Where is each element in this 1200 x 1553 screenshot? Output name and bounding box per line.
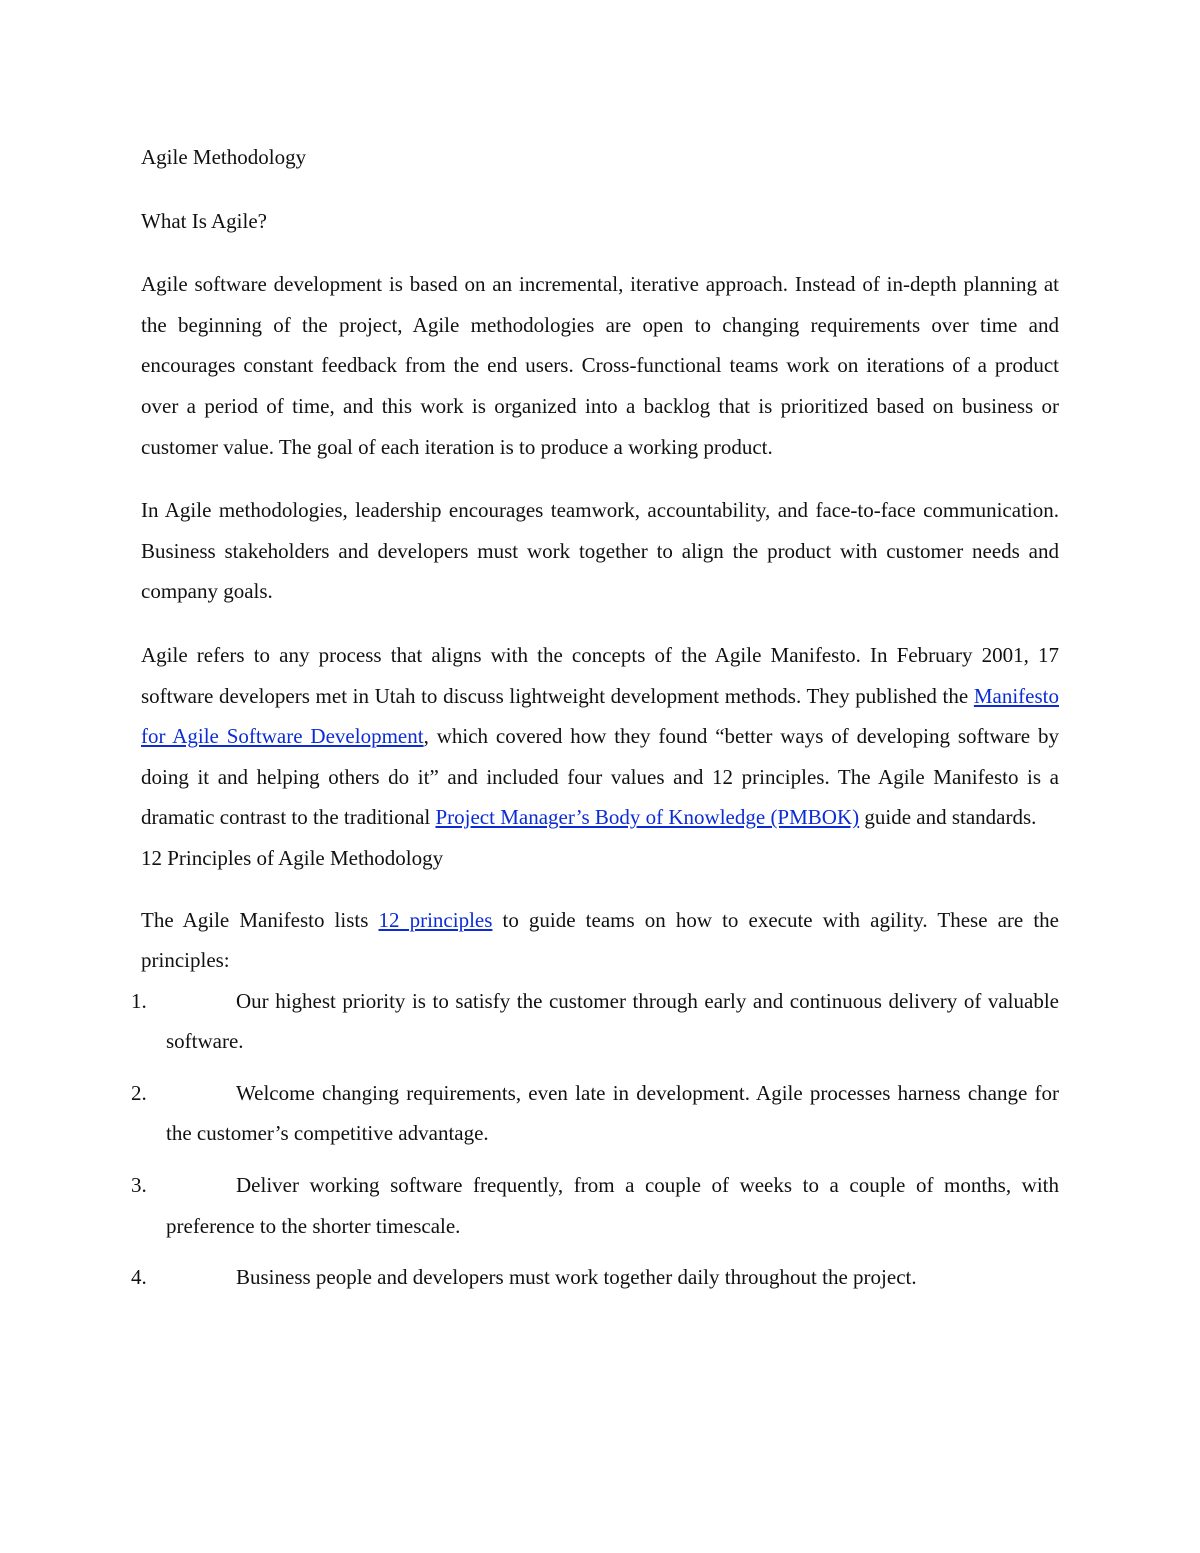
paragraph-text: guide and standards. (859, 805, 1037, 830)
principles-list (131, 981, 1059, 1298)
section-heading-principles: 12 Principles of Agile Methodology (141, 845, 444, 870)
list-item (131, 1073, 1059, 1154)
list-item-text: Business people and developers must work together daily throughout the project. (236, 1265, 917, 1290)
list-item-number: 1. (131, 988, 147, 1013)
document-title: Agile Methodology (141, 145, 307, 169)
paragraph-text: Agile refers to any process that aligns with the concepts of the Agile Manifesto. In February 2001, 17 software developers met in Utah to discuss lightweight development methods. They published the (141, 642, 1059, 708)
list-item-text: Our highest priority is to satisfy the customer through early and continuous delivery of valuable software. (166, 988, 1059, 1054)
list-item-number: 3. (131, 1173, 147, 1198)
list-item (131, 1257, 1059, 1298)
paragraph-agile-overview: Agile software development is based on an incremental, iterative approach. Instead of in-depth planning at the beginning of the project, Agile methodologies are open to changing requirements over time and encourages constant feedback from the end users. Cross-functional teams work on iterations of a product over a period of time, and this work is organized into a backlog that is prioritized based on business or customer value. The goal of each iteration is to produce a working product. (141, 272, 1059, 459)
document-body (131, 137, 1060, 1309)
list-item-text: Welcome changing requirements, even late in development. Agile processes harness change for the customer’s competitive advantage. (166, 1080, 1059, 1146)
paragraph-text: to guide teams on how to execute with agility. These are the principles: (141, 907, 1059, 973)
list-item (131, 981, 1059, 1062)
section-heading-what-is-agile: What Is Agile? (141, 208, 267, 233)
pmbok-link[interactable]: Project Manager’s Body of Knowledge (PMBOK) (435, 805, 860, 830)
paragraph-text: The Agile Manifesto lists (141, 907, 379, 932)
paragraph-agile-manifesto (141, 635, 1059, 838)
paragraph-text: , which covered how they found “better ways of developing software by doing it and helping others do it” and included four values and 12 principles. The Agile Manifesto is a dramatic contrast to the traditional (141, 724, 1060, 830)
list-item-number: 4. (131, 1265, 147, 1290)
list-item (131, 1165, 1059, 1246)
list-item-text: Deliver working software frequently, from a couple of weeks to a couple of months, with preference to the shorter timescale. (166, 1173, 1059, 1238)
list-item-number: 2. (131, 1080, 147, 1105)
paragraph-agile-leadership: In Agile methodologies, leadership encourages teamwork, accountability, and face-to-face communication. Business stakeholders and developers must work together to align the product with customer needs and company goals. (141, 498, 1059, 604)
manifesto-link[interactable]: Manifesto for Agile Software Development (141, 683, 1059, 749)
paragraph-principles-intro (141, 900, 1059, 981)
principles-link[interactable]: 12 principles (378, 907, 493, 932)
